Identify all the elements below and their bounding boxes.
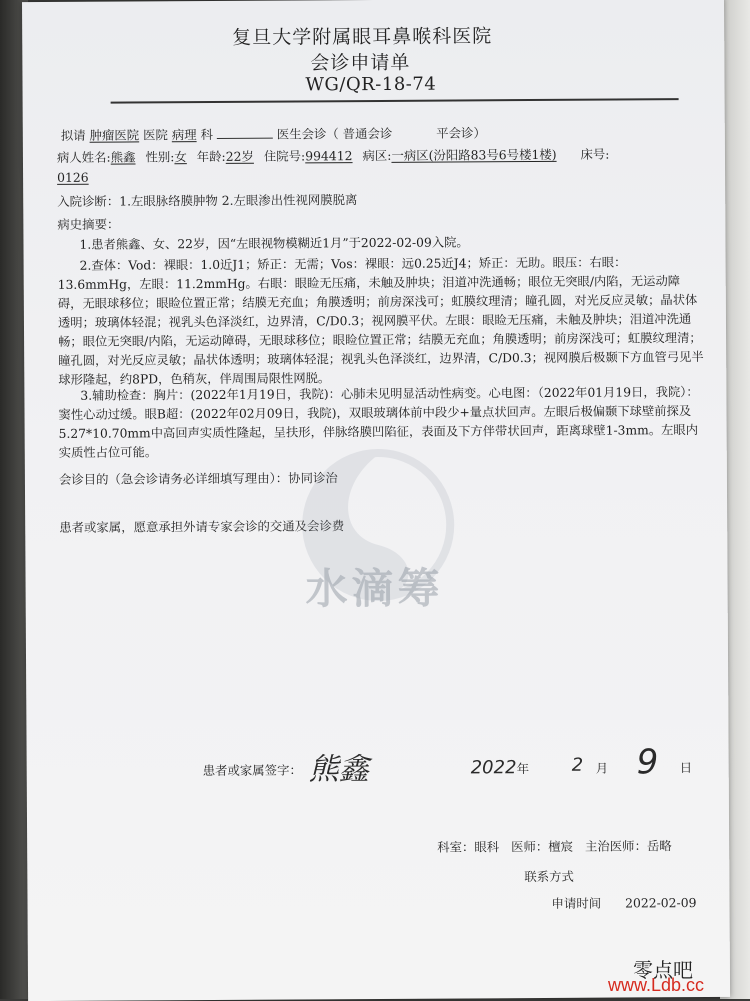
footer-dept: 眼科 <box>474 839 500 855</box>
footer-time-line <box>551 893 696 913</box>
request-dept: 病理 <box>171 127 197 143</box>
footer-chief: 岳略 <box>646 838 672 854</box>
patient-line <box>57 145 610 168</box>
footer-doctor: 檀宸 <box>548 838 574 854</box>
footer-time: 2022-02-09 <box>624 895 697 911</box>
sign-month-unit: 月 <box>595 760 609 776</box>
request-doctor-blank <box>217 138 273 139</box>
footer-doctor-label: 医师： <box>511 838 549 855</box>
corner-brand: 零点吧 <box>633 958 693 982</box>
request-hospital-suffix: 医院 <box>143 127 168 143</box>
bed-value: 0126 <box>57 169 89 185</box>
footer-staff-line <box>437 836 672 857</box>
history-item-1: 1.患者熊鑫、女、22岁，因“左眼视物模糊近1月”于2022-02-09入院。 <box>79 235 469 252</box>
request-doctor-suffix: 医生会诊（ <box>276 126 339 142</box>
age-value: 22岁 <box>225 148 254 164</box>
form-title: 会诊申请单 <box>310 51 411 75</box>
purpose-line <box>59 468 338 489</box>
request-hospital: 肿瘤医院 <box>89 127 140 143</box>
consult-type-normal: 普通会诊 <box>342 125 393 142</box>
header-divider <box>111 98 679 103</box>
history-item-3: 3.辅助检查：胸片：(2022年1月19日，我院)：心肺未见明显活动性病变。心电图：（2022年01月19日，我院）：窦性心动过缓。眼B超：(2022年02月09日，我院)，双眼玻璃体前中段少+量点状回声。左眼后极偏颞下球壁前探及5.27*10.70mm中高回声实质性隆起，呈扶形，伴脉络膜凹陷征，表面及下方伴带状回声，距离球壁1-3mm。左眼内实质性占位可能。 <box>58 385 699 460</box>
consultation-form-paper <box>22 0 730 1001</box>
gender-label: 性别: <box>145 149 175 165</box>
signature-label: 患者或家属签字： <box>202 762 302 779</box>
sign-year-unit: 年 <box>516 761 530 777</box>
age-label: 年龄: <box>196 148 226 165</box>
history-label: 病史摘要： <box>57 216 120 232</box>
request-prefix: 拟请 <box>60 127 86 143</box>
admission-label: 住院号: <box>263 148 306 164</box>
diagnosis-label: 入院诊断： <box>57 193 120 209</box>
history-item-2: 2.查体：Vod：裸眼：1.0近J1；矫正：无需；Vos：裸眼：远0.25近J4；矫正：无助。眼压：右眼：13.6mmHg，左眼：11.2mmHg。右眼：眼睑无压痛，未触及肿块；泪道冲洗通畅；眼位无突眼/内陷，无运动障碍，无眼球移位；眼睑位置正常；结膜无充血；角膜透明；前房深浅可；虹膜纹理清；瞳孔圆，对光反应灵敏；晶状体透明；玻璃体轻混；视乳头色泽淡红，边界清，C/D0.3；视网膜平伏。左眼：眼睑无压痛，未触及肿块；泪道冲洗通畅；眼位无突眼/内陷，无运动障碍，无眼球移位；眼睑位置正常；结膜无充血；角膜透明；前房深浅可；虹膜纹理清；瞳孔圆，对光反应灵敏；晶状体透明；玻璃体轻混；视乳头色泽淡红，边界清，C/D0.3；视网膜后极颞下方血管弓见半球形隆起，约8PD，色稍灰，伴周围局限性网脱。 <box>57 255 704 387</box>
footer-contact-label: 联系方式 <box>524 868 574 885</box>
consent-text: 患者或家属，愿意承担外请专家会诊的交通及会诊费 <box>59 518 345 535</box>
diagnosis-line <box>57 190 357 211</box>
admission-number: 994412 <box>305 148 353 164</box>
hospital-name: 复旦大学附属眼耳鼻喉科医院 <box>232 25 493 49</box>
bed-label: 床号: <box>580 146 610 162</box>
bed-line <box>57 168 89 188</box>
ward-value: 一病区(汾阳路83号6号楼1楼) <box>391 146 557 163</box>
purpose-text: 协同诊治 <box>288 470 338 486</box>
footer-chief-label: 主治医师： <box>584 838 647 854</box>
sign-day-unit: 日 <box>679 760 693 776</box>
purpose-label: 会诊目的（急会诊请务必详细填写理由）： <box>58 470 289 487</box>
patient-name: 熊鑫 <box>110 149 136 165</box>
sign-day: 9 <box>636 742 659 783</box>
ward-label: 病区: <box>362 147 392 164</box>
footer-dept-label: 科室： <box>437 839 475 855</box>
sign-month: 2 <box>571 754 584 776</box>
gender-value: 女 <box>174 149 187 165</box>
patient-name-label: 病人姓名: <box>56 149 111 165</box>
sign-year: 2022 <box>470 757 517 779</box>
footer-time-label: 申请时间 <box>551 895 602 911</box>
corner-url <box>608 975 704 996</box>
request-line <box>61 123 486 145</box>
corner-url-text: www.Ldb.cc <box>608 975 705 995</box>
request-dept-suffix: 科 <box>200 126 213 143</box>
watermark-text: 水滴筹 <box>305 563 444 614</box>
diagnosis-text: 1.左眼脉络膜肿物 2.左眼渗出性视网膜脱离 <box>119 192 358 209</box>
form-code: WG/QR-18-74 <box>305 73 437 96</box>
patient-signature: 熊鑫 <box>308 752 369 788</box>
consult-type-urgent: 平会诊） <box>436 125 486 141</box>
